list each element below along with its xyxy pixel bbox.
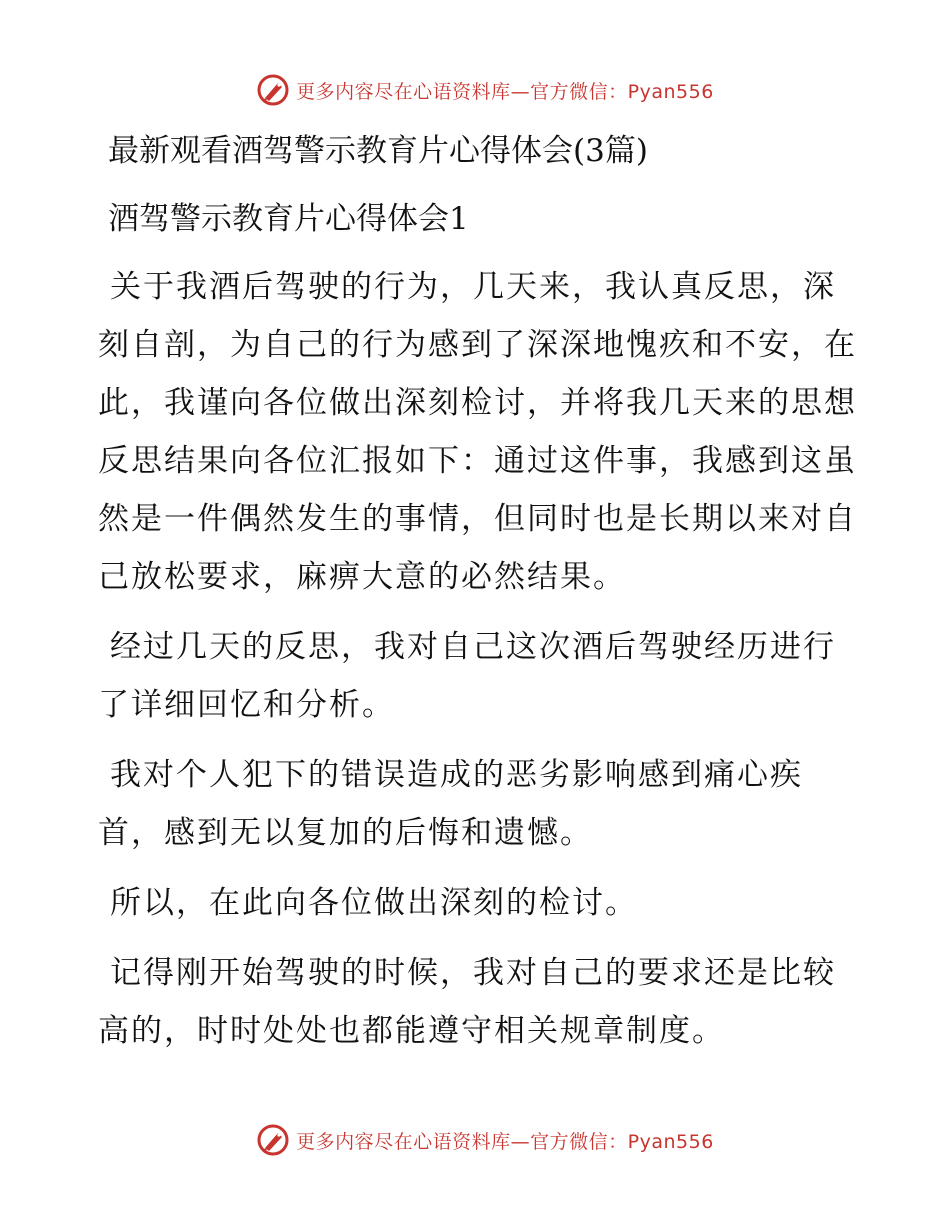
paragraph-1: 关于我酒后驾驶的行为，几天来，我认真反思，深刻自剖，为自己的行为感到了深深地愧疚和不安，在此，我谨向各位做出深刻检讨，并将我几天来的思想反思结果向各位汇报如下：通过这件事，我感到这虽然是一件偶然发生的事情，但同时也是长期以来对自己放松要求，麻痹大意的必然结果。 bbox=[98, 269, 857, 595]
header-banner-inner bbox=[256, 73, 714, 107]
paragraph-4: 所以，在此向各位做出深刻的检讨。 bbox=[110, 885, 638, 921]
footer-banner-text: 更多内容尽在心语资料库—官方微信：Pyan556 bbox=[296, 1130, 714, 1153]
document-body bbox=[98, 120, 858, 1060]
paragraph-5: 记得刚开始驾驶的时候，我对自己的要求还是比较高的，时时处处也都能遵守相关规章制度。 bbox=[98, 955, 836, 1049]
pen-nib-logo-icon bbox=[256, 1123, 290, 1157]
header-banner bbox=[0, 70, 950, 110]
pen-nib-logo-icon bbox=[256, 73, 290, 107]
document-title: 最新观看酒驾警示教育片心得体会(3篇) bbox=[108, 133, 648, 169]
paragraph-3: 我对个人犯下的错误造成的恶劣影响感到痛心疾首，感到无以复加的后悔和遗憾。 bbox=[98, 757, 803, 851]
footer-banner-inner bbox=[256, 1123, 714, 1157]
footer-banner bbox=[0, 1120, 950, 1160]
paragraph-2: 经过几天的反思，我对自己这次酒后驾驶经历进行了详细回忆和分析。 bbox=[98, 629, 836, 723]
header-banner-text: 更多内容尽在心语资料库—官方微信：Pyan556 bbox=[296, 80, 714, 103]
section-heading: 酒驾警示教育片心得体会1 bbox=[108, 201, 469, 237]
